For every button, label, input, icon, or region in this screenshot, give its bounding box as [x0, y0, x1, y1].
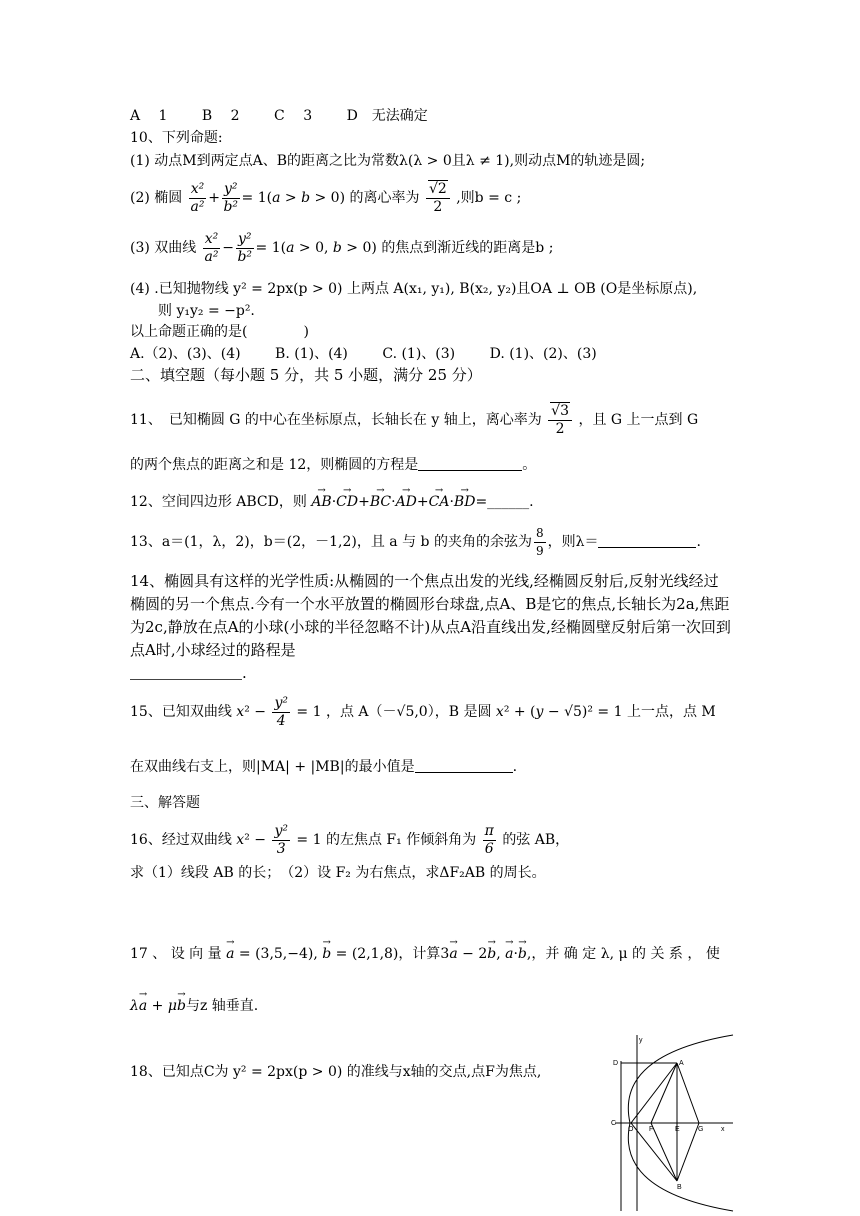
label-o: O	[628, 1126, 634, 1133]
q10-prop-3: (3) 双曲线 $\frac{\text{x²}}{\text{a²}}$ − $\frac{\text{y²}}{\text{b²}}$ = 1(a > 0, b > 0) 的焦点到渐近线的距离是b ;	[130, 230, 554, 265]
q14-text: 14、椭圆具有这样的光学性质:从椭圆的一个焦点出发的光线,经椭圆反射后,反射光线经过椭圆的另一个焦点.今有一个水平放置的椭圆形台球盘,点A、B是它的焦点,长轴长为2a,焦距为2c,静放在点A的小球(小球的半径忽略不计)从点A沿直线出发,经椭圆壁反射后第一次回到点A时,小球经过的路程是	[130, 572, 731, 659]
q10-ask: 以上命题正确的是( )	[130, 324, 309, 340]
q15-line-1: 15、已知双曲线 x² − $\frac{\text{y²}}{4}$ = 1 ，点 A（－√5,0），B 是圆 x² + (y − √5)² = 1 上一点，点 M	[130, 694, 716, 729]
q10-option-b: B. (1)、(4)	[275, 346, 348, 362]
q10-prop-2-end: ,则b = c ;	[456, 190, 522, 206]
frac-pi-6: $\frac{\pi}{6}$	[484, 822, 494, 857]
parabola-figure	[585, 1033, 735, 1213]
q11-line-1	[130, 400, 740, 440]
vec-b: → b	[322, 944, 331, 964]
q16-mid: 的左焦点 F₁ 作倾斜角为	[325, 832, 477, 848]
q17-line2: 与z 轴垂直.	[185, 998, 259, 1014]
q10-prop-3-end: 的焦点到渐近线的距离是b ;	[381, 240, 554, 256]
q10-option-a: A.（2)、(3)、(4)	[130, 346, 241, 362]
segment-af	[651, 1063, 677, 1123]
segment-ob	[631, 1123, 677, 1181]
label-y: y	[639, 1037, 643, 1044]
vec-a2: → a	[449, 944, 457, 964]
q14-paragraph	[130, 570, 732, 685]
label-a: A	[679, 1060, 684, 1067]
q11-line2: 的两个焦点的距离之和是 12，则椭圆的方程是	[130, 457, 419, 473]
frac-y2-4: $\frac{\text{y²}}{4}$	[274, 694, 288, 729]
q15-post: 上一点，点 M	[626, 704, 716, 720]
q16-pre: 16、经过双曲线	[130, 832, 232, 848]
q10-option-c: C. (1)、(3)	[382, 346, 456, 362]
q12-line: 12、空间四边形 ABCD，则 → AB·→ CD+→ BC·→ AD+→ CA·→ BD=______.	[130, 492, 740, 512]
q11-answer-blank[interactable]	[418, 456, 522, 471]
vec-b2: → b	[487, 944, 496, 964]
frac-x2-a2: $\frac{\text{x²}}{\text{a²}}$	[190, 180, 205, 215]
q15-answer-blank[interactable]	[415, 758, 513, 773]
q10-prop-4: (4) .已知抛物线 y² = 2px(p > 0) 上两点 A(x₁, y₁), B(x₂, y₂)且OA ⊥ OB (O是坐标原点),	[130, 281, 698, 297]
q13-end: .	[696, 534, 701, 550]
label-f: F	[649, 1126, 654, 1133]
q9-option-d: D 无法确定	[346, 108, 428, 124]
q10-prop-2: (2) 椭圆 $\frac{\text{x²}}{\text{a²}}$ + $\frac{\text{y²}}{\text{b²}}$ = 1(a > b > 0) 的离心率为 $\frac{√2}{2}$ ,则b = c ;	[130, 180, 522, 215]
q15-pre: 15、已知双曲线	[130, 704, 232, 720]
q10-option-d: D. (1)、(2)、(3)	[489, 346, 597, 362]
segment-gb	[677, 1123, 699, 1181]
q11-end: 。	[522, 457, 537, 473]
q9-option-a: A 1	[130, 108, 168, 124]
vec-a4: → a	[139, 996, 147, 1016]
segment-oa	[631, 1063, 677, 1123]
label-c: C	[611, 1120, 617, 1127]
q14-end: .	[242, 664, 247, 682]
q10-prop-4b: 则 y₁y₂ = −p².	[158, 303, 255, 319]
q15-line-2	[130, 757, 740, 777]
q16-line-1: 16、经过双曲线 x² − $\frac{\text{y²}}{3}$ = 1 的左焦点 F₁ 作倾斜角为 $\frac{\pi}{6}$ 的弦 AB，	[130, 822, 570, 857]
label-g: G	[698, 1126, 704, 1133]
vec-ab: → AB	[311, 492, 331, 512]
vec-cd: → CD	[336, 492, 358, 512]
q10-prop-1: (1) 动点M到两定点A、B的距离之比为常数λ(λ > 0且λ ≠ 1),则动点M的轨迹是圆;	[130, 153, 646, 169]
q12-end: =______.	[475, 494, 534, 510]
frac-sqrt3-2: $\frac{√3}{2}$	[548, 403, 572, 438]
q17-post: ，并 确 定 λ, μ 的 关 系 ， 使	[531, 946, 720, 962]
q13-post: ，则λ＝	[547, 534, 599, 550]
q12-pre: 12、空间四边形 ABCD，则	[130, 494, 307, 510]
vec-bc: → BC	[370, 492, 391, 512]
vec-b3: → b	[518, 944, 527, 964]
q10-prop-3-pre: (3) 双曲线	[130, 240, 197, 256]
q17-mid: ，计算	[398, 946, 441, 962]
vec-ca: → CA	[429, 492, 450, 512]
q13-answer-blank[interactable]	[598, 533, 696, 548]
frac-y2-b2: $\frac{\text{y²}}{\text{b²}}$	[223, 180, 239, 215]
q9-option-b: B 2	[201, 108, 240, 124]
q9-option-c: C 3	[274, 108, 313, 124]
section-2-heading: 二、填空题（每小题 5 分，共 5 小题，满分 25 分）	[130, 366, 482, 384]
vec-bd: → BD	[454, 492, 476, 512]
q10-title: 10、下列命题:	[130, 130, 223, 146]
q15-line2: 在双曲线右支上，则|MA| + |MB|的最小值是	[130, 759, 415, 775]
segment-fb	[651, 1123, 677, 1181]
vec-a3: → a	[505, 944, 513, 964]
q13-line	[130, 522, 740, 562]
label-d: D	[613, 1060, 619, 1067]
vec-ad: → AD	[396, 492, 417, 512]
vec-a: → a	[226, 944, 234, 964]
q13-pre: 13、a＝(1，λ，2)，b＝(2，－1,2)，且 a 与 b 的夹角的余弦为	[130, 534, 532, 550]
q10-options	[130, 344, 740, 364]
q16-line-2: 求（1）线段 AB 的长； （2）设 F₂ 为右焦点，求ΔF₂AB 的周长。	[130, 865, 546, 881]
segment-ag	[677, 1063, 699, 1123]
vec-b4: → b	[177, 996, 186, 1016]
frac-y2-3: $\frac{\text{y²}}{3}$	[274, 822, 288, 857]
q10-prop-2-post: 的离心率为	[349, 190, 420, 206]
label-x: x	[721, 1126, 725, 1133]
frac-y2-b2-b: $\frac{\text{y²}}{\text{b²}}$	[237, 230, 253, 265]
frac-sqrt2-2: $\frac{√2}{2}$	[426, 181, 450, 216]
q10-prop-2-pre: (2) 椭圆	[130, 190, 183, 206]
q16-post: 的弦 AB，	[502, 832, 570, 848]
q9-options	[130, 106, 740, 126]
q17-line-1: 17 、 设 向 量 → a = (3,5,−4), → b = (2,1,8)，计算3→ a − 2→ b, → a·→ b,，并 确 定 λ, μ 的 关 系 ， 使	[130, 944, 740, 964]
q15-mid: ，点 A（－√5,0），B 是圆	[325, 704, 492, 720]
frac-x2-a2-b: $\frac{\text{x²}}{\text{a²}}$	[204, 230, 219, 265]
q14-answer-blank[interactable]	[130, 665, 242, 680]
section-3-heading: 三、解答题	[130, 795, 200, 811]
q17-line-2: λ→ a + μ→ b与z 轴垂直.	[130, 996, 740, 1016]
q11-pre: 11、 已知椭圆 G 的中心在坐标原点，长轴长在 y 轴上，离心率为	[130, 412, 542, 428]
q17-pre: 17 、 设 向 量	[130, 946, 222, 962]
q11-line-2	[130, 455, 740, 475]
frac-8-9: $\frac{8}{9}$	[535, 525, 544, 558]
q11-post: ，且 G 上一点到 G	[578, 412, 699, 428]
label-b: B	[677, 1184, 682, 1191]
q18-line: 18、已知点C为 y² = 2px(p > 0) 的准线与x轴的交点,点F为焦点,	[130, 1064, 542, 1080]
q15-end: .	[512, 759, 518, 775]
label-e: E	[675, 1126, 680, 1133]
